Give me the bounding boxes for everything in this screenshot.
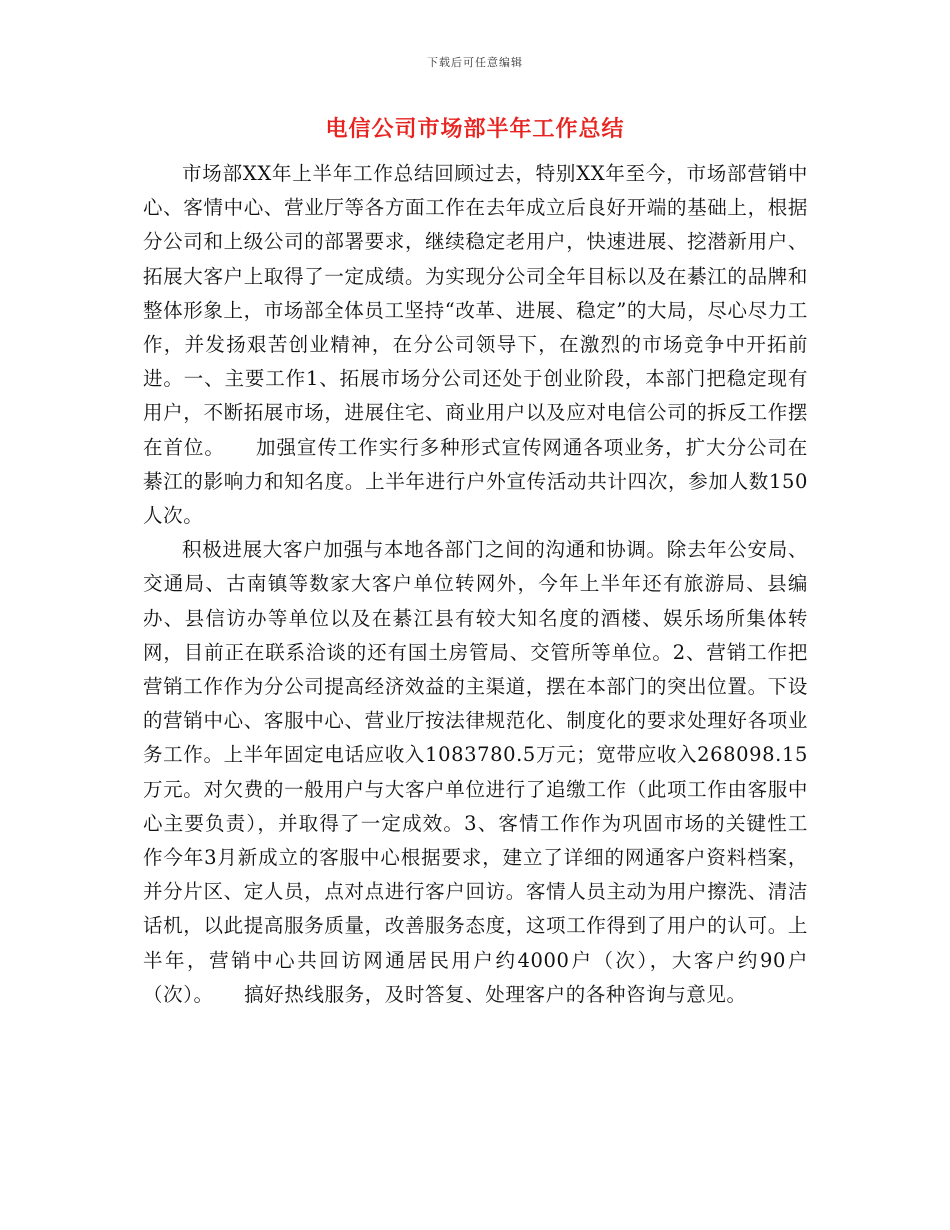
- paragraph-2: 积极进展大客户加强与本地各部门之间的沟通和协调。除去年公安局、交通局、古南镇等数家大客户单位转网外，今年上半年还有旅游局、县编办、县信访办等单位以及在綦江县有较大知名度的酒楼、娱乐场所集体转网，目前正在联系洽谈的还有国土房管局、交管所等单位。2、营销工作把营销工作作为分公司提高经济效益的主渠道，摆在本部门的突出位置。下设的营销中心、客服中心、营业厅按法律规范化、制度化的要求处理好各项业务工作。上半年固定电话应收入1083780.5万元；宽带应收入268098.15万元。对欠费的一般用户与大客户单位进行了追缴工作（此项工作由客服中心主要负责），并取得了一定成效。3、客情工作作为巩固市场的关键性工作今年3月新成立的客服中心根据要求，建立了详细的网通客户资料档案，并分片区、定人员，点对点进行客户回访。客情人员主动为用户擦洗、清洁话机，以此提高服务质量，改善服务态度，这项工作得到了用户的认可。上半年，营销中心共回访网通居民用户约4000户（次），大客户约90户（次）。 搞好热线服务，及时答复、处理客户的各种咨询与意见。: [143, 538, 808, 1006]
- header-note: 下载后可任意编辑: [427, 56, 523, 69]
- document-title: 电信公司市场部半年工作总结: [325, 116, 625, 142]
- paragraph-1: 市场部XX年上半年工作总结回顾过去，特别XX年至今，市场部营销中心、客情中心、营业厅等各方面工作在去年成立后良好开端的基础上，根据分公司和上级公司的部署要求，继续稳定老用户，快速进展、挖潜新用户、拓展大客户上取得了一定成绩。为实现分公司全年目标以及在綦江的品牌和整体形象上，市场部全体员工坚持“改革、进展、稳定”的大局，尽心尽力工作，并发扬艰苦创业精神，在分公司领导下，在激烈的市场竞争中开拓前进。一、主要工作1、拓展市场分公司还处于创业阶段，本部门把稳定现有用户，不断拓展市场，进展住宅、商业用户以及应对电信公司的拆反工作摆在首位。 加强宣传工作实行多种形式宣传网通各项业务，扩大分公司在綦江的影响力和知名度。上半年进行户外宣传活动共计四次，参加人数150人次。: [143, 162, 808, 528]
- document-body: [143, 157, 808, 1012]
